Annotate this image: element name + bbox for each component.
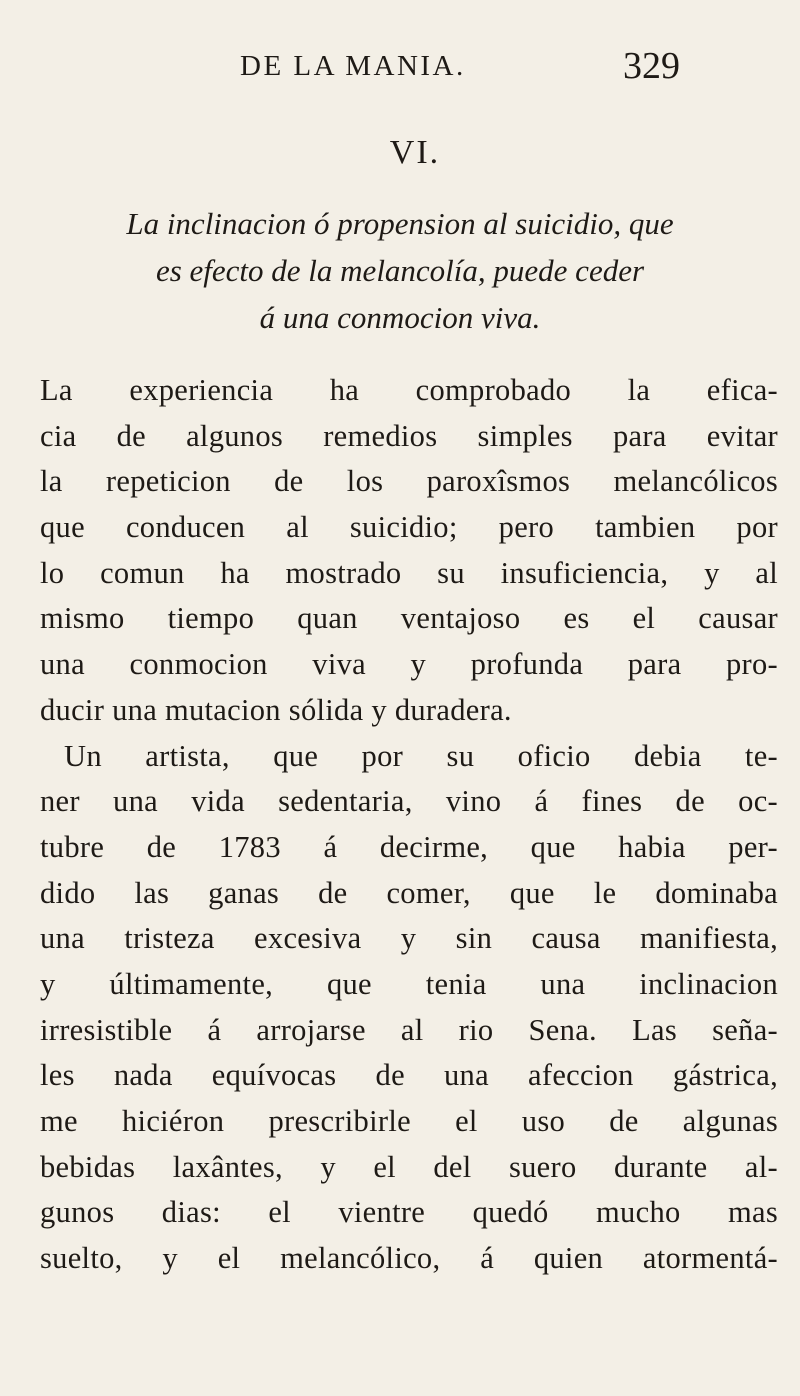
text-line: mismo tiempo quan ventajoso es el causar (40, 601, 778, 636)
text-line: la repeticion de los paroxîsmos melancólicos (40, 464, 778, 499)
running-head (240, 44, 680, 94)
running-title: DE LA MANIA. (240, 50, 466, 82)
page-number: 329 (623, 45, 680, 87)
text-line: bebidas laxântes, y el del suero durante al- (40, 1149, 778, 1184)
heading-line: á una conmocion viva. (259, 300, 541, 335)
text-line: y últimamente, que tenia una inclinacion (40, 966, 778, 1001)
body-text (40, 368, 778, 1282)
text-line: irresistible á arrojarse al rio Sena. Las seña- (40, 1012, 778, 1047)
text-line: lo comun ha mostrado su insuficiencia, y al (40, 555, 778, 590)
text-line: ducir una mutacion sólida y duradera. (40, 692, 512, 727)
text-line: tubre de 1783 á decirme, que habia per- (40, 829, 778, 864)
text-line: ner una vida sedentaria, vino á fines de oc- (40, 784, 778, 819)
text-line: gunos dias: el vientre quedó mucho mas (40, 1195, 778, 1230)
section-number: VI. (389, 134, 441, 171)
text-line: suelto, y el melancólico, á quien atormentá- (40, 1241, 778, 1276)
text-line: Un artista, que por su oficio debia te- (64, 738, 778, 773)
text-line: les nada equívocas de una afeccion gástrica, (40, 1058, 778, 1093)
text-line: que conducen al suicidio; pero tambien por (40, 510, 778, 545)
text-line: me hiciéron prescribirle el uso de algunas (40, 1104, 778, 1138)
text-line: La experiencia ha comprobado la efica- (40, 373, 778, 407)
text-line: dido las ganas de comer, que le dominaba (40, 875, 778, 910)
text-line: una conmocion viva y profunda para pro- (40, 647, 778, 682)
text-line: cia de algunos remedios simples para evitar (40, 418, 778, 453)
text-line: una tristeza excesiva y sin causa manifiesta, (40, 921, 778, 956)
section-heading (40, 200, 760, 341)
heading-line: La inclinacion ó propension al suicidio, que (126, 206, 674, 241)
paragraph (40, 368, 778, 734)
paragraph (40, 734, 778, 1282)
heading-line: es efecto de la melancolía, puede ceder (155, 253, 645, 288)
